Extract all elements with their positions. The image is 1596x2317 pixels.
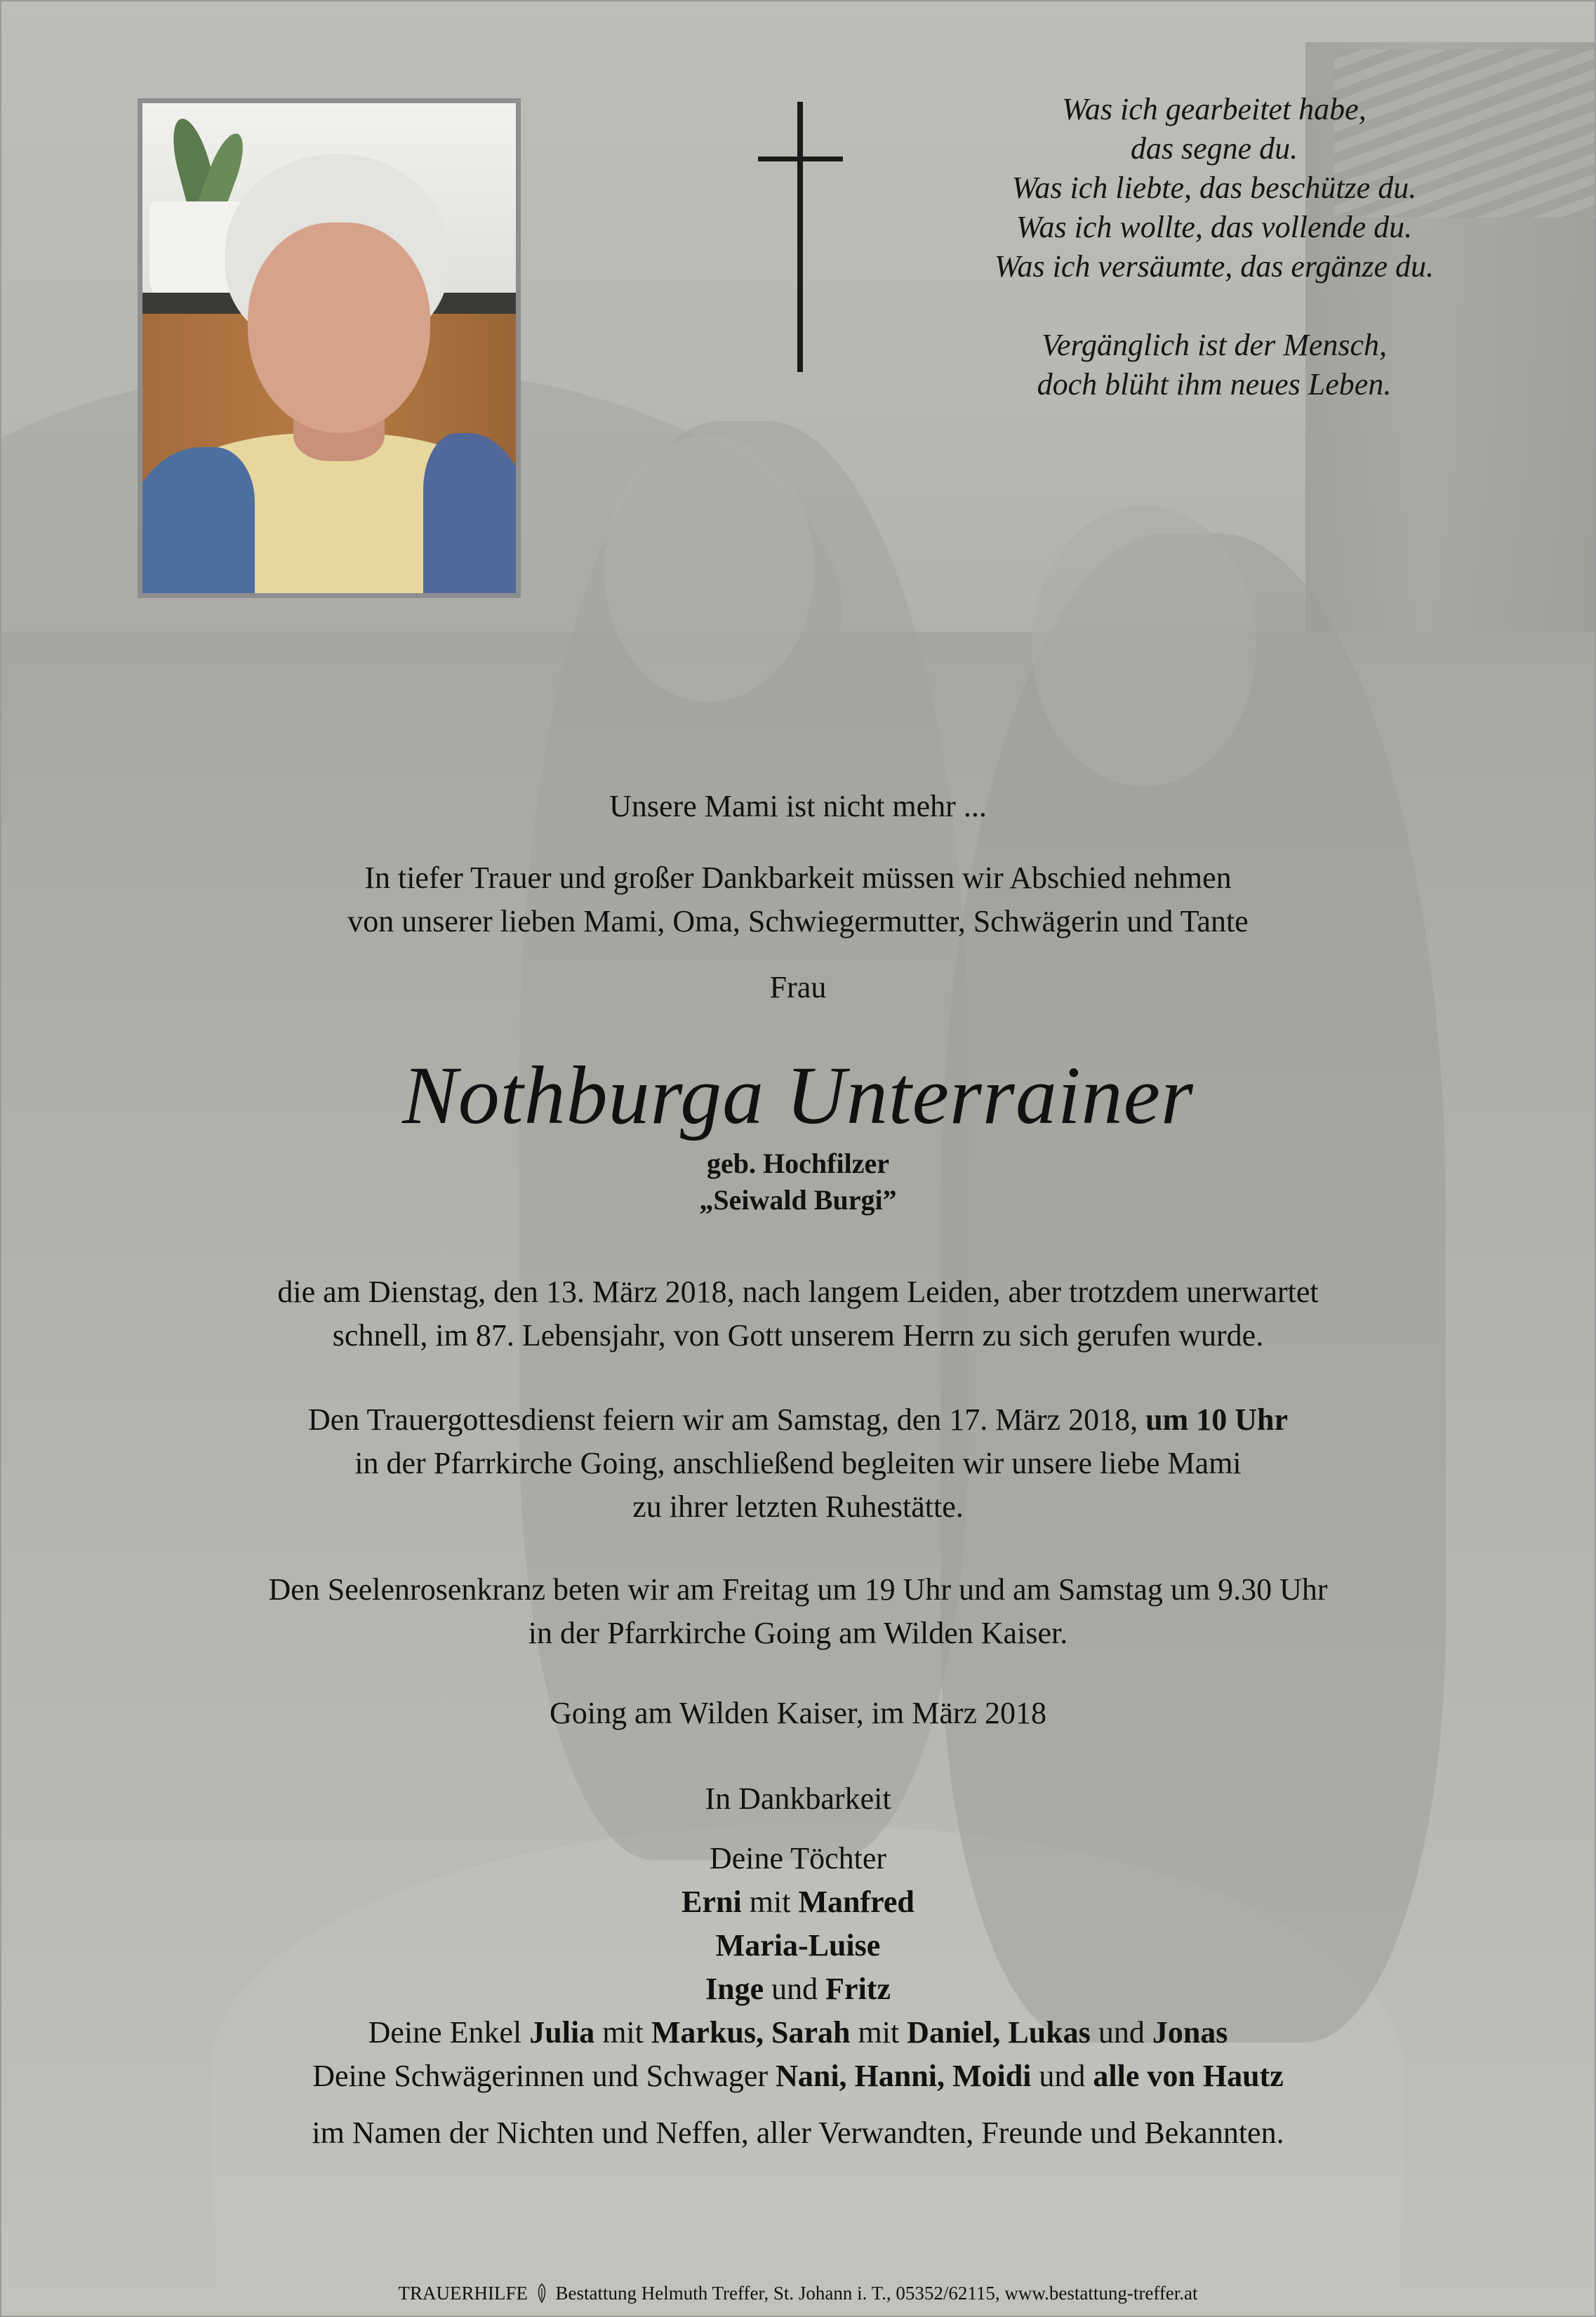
- signatories: [0, 1837, 1596, 2098]
- footer-text: Bestattung Helmuth Treffer, St. Johann i. T., 05352/62115, www.bestattung-treffer.at: [555, 2283, 1198, 2304]
- verse-line: Was ich liebte, das beschütze du.: [1011, 171, 1417, 205]
- intro-text: Unsere Mami ist nicht mehr ...: [609, 789, 987, 823]
- verse-line: doch blüht ihm neues Leben.: [1037, 367, 1392, 401]
- daughter-line: Inge und Fritz: [705, 1972, 891, 2006]
- announcement: [0, 856, 1596, 1009]
- verse-line: das segne du.: [1130, 131, 1298, 166]
- service-line: Den Trauergottesdienst feiern wir am Samstag, den 17. März 2018, um 10 Uhr: [308, 1402, 1288, 1437]
- announcement-line: In tiefer Trauer und großer Dankbarkeit müssen wir Abschied nehmen: [364, 861, 1232, 895]
- daughters-heading: Deine Töchter: [709, 1841, 887, 1875]
- verse-line: Was ich wollte, das vollende du.: [1016, 210, 1413, 244]
- rosary-line: Den Seelenrosenkranz beten wir am Freitag um 19 Uhr und am Samstag um 9.30 Uhr: [268, 1572, 1328, 1607]
- verse-line: Was ich gearbeitet habe,: [1062, 92, 1366, 126]
- service-time: um 10 Uhr: [1145, 1402, 1288, 1437]
- daughter-line: Erni mit Manfred: [681, 1885, 915, 1919]
- portrait-photo: [138, 98, 521, 598]
- service-notice: [0, 1398, 1596, 1529]
- service-line: zu ihrer letzten Ruhestätte.: [632, 1489, 964, 1524]
- closing-text: im Namen der Nichten und Neffen, aller Verwandten, Freunde und Bekannten.: [312, 2116, 1284, 2150]
- verse-line: Vergänglich ist der Mensch,: [1041, 328, 1388, 362]
- nickname-text: „Seiwald Burgi”: [699, 1184, 897, 1216]
- death-line: die am Dienstag, den 13. März 2018, nach langem Leiden, aber trotzdem unerwartet: [277, 1275, 1319, 1309]
- footer: [0, 2281, 1596, 2305]
- gratitude: In Dankbarkeit: [705, 1781, 891, 1816]
- announcement-line: von unserer lieben Mami, Oma, Schwiegermutter, Schwägerin und Tante: [347, 904, 1249, 938]
- trauerhilfe-logo-icon: [536, 2283, 548, 2304]
- salutation: Frau: [769, 970, 827, 1004]
- birth-name: [0, 1146, 1596, 1219]
- rosary-notice: [0, 1568, 1596, 1655]
- rosary-line: in der Pfarrkirche Going am Wilden Kaiser.: [528, 1616, 1068, 1650]
- place-date: Going am Wilden Kaiser, im März 2018: [549, 1696, 1047, 1730]
- birth-name-text: geb. Hochfilzer: [707, 1148, 889, 1179]
- daughter-line: Maria-Luise: [715, 1928, 881, 1963]
- service-line: in der Pfarrkirche Going, anschließend begleiten wir unsere liebe Mami: [354, 1446, 1242, 1480]
- death-notice: [0, 1270, 1596, 1357]
- footer-brand: TRAUERHILFE: [398, 2283, 528, 2304]
- death-line: schnell, im 87. Lebensjahr, von Gott unserem Herrn zu sich gerufen wurde.: [332, 1318, 1264, 1353]
- inlaws-line: Deine Schwägerinnen und Schwager Nani, Hanni, Moidi und alle von Hautz: [312, 2059, 1284, 2093]
- deceased-name: Nothburga Unterrainer: [402, 1049, 1194, 1141]
- verse-line: Was ich versäumte, das ergänze du.: [994, 249, 1435, 284]
- verse: [905, 90, 1523, 404]
- grandchildren-line: Deine Enkel Julia mit Markus, Sarah mit Daniel, Lukas und Jonas: [368, 2015, 1228, 2050]
